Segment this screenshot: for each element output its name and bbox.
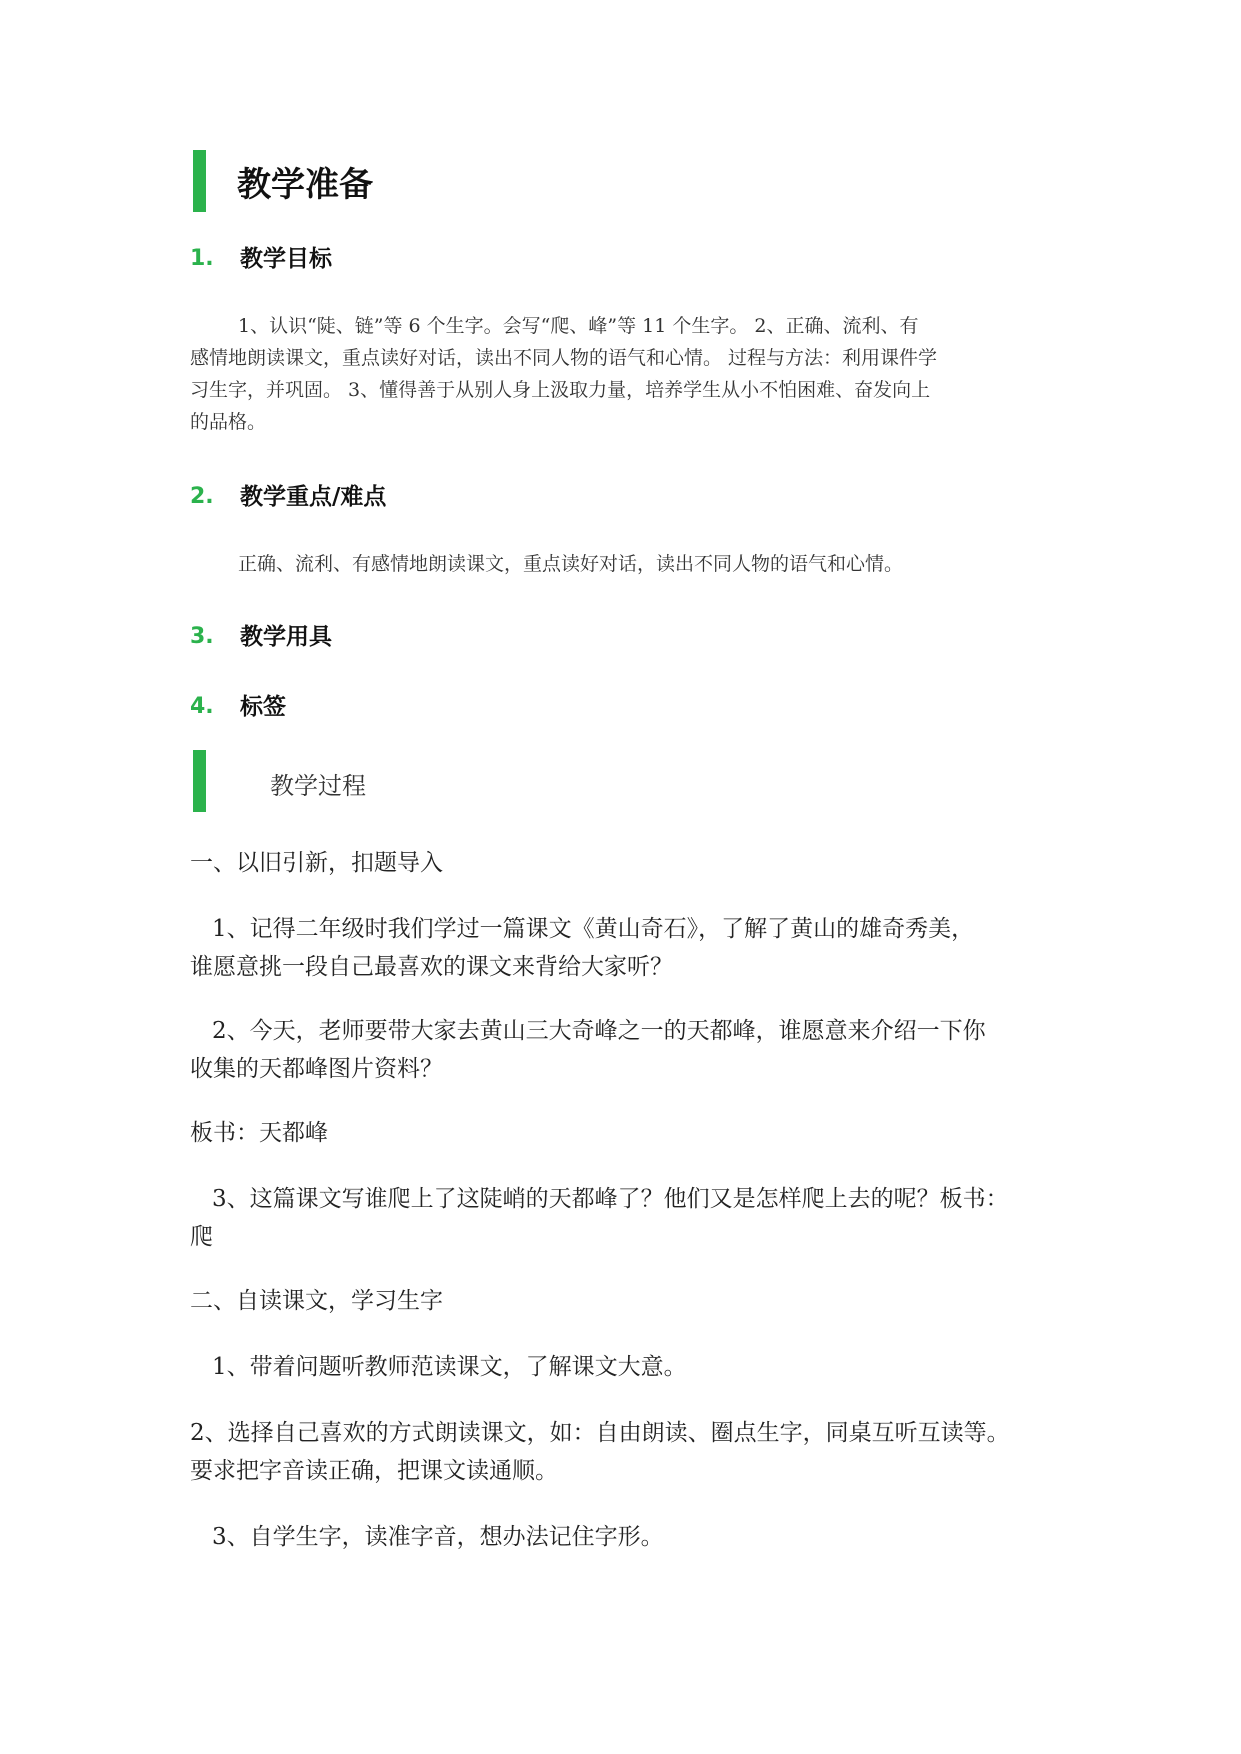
part-heading: 二、自读课文，学习生字: [190, 1288, 443, 1314]
process-title: 教学过程: [270, 772, 366, 800]
process-line: 1、带着问题听教师范读课文，了解课文大意。: [212, 1354, 687, 1380]
process-line: 3、自学生字，读准字音，想办法记住字形。: [212, 1524, 664, 1550]
heading-accent-bar: [193, 150, 206, 212]
page-title: 教学准备: [237, 165, 373, 205]
board-note: 板书：天都峰: [190, 1120, 328, 1146]
process-line: 3、这篇课文写谁爬上了这陡峭的天都峰了？他们又是怎样爬上去的呢？板书：: [212, 1186, 1009, 1212]
process-line: 谁愿意挑一段自己最喜欢的课文来背给大家听？: [190, 954, 673, 980]
process-line: 1、记得二年级时我们学过一篇课文《黄山奇石》，了解了黄山的雄奇秀美，: [212, 916, 975, 942]
objectives-line: 习生字，并巩固。 3、懂得善于从别人身上汲取力量，培养学生从小不怕困难、奋发向上: [190, 379, 931, 401]
process-line: 2、选择自己喜欢的方式朗读课文，如：自由朗读、圈点生字，同桌互听互读等。: [190, 1420, 1010, 1446]
part-heading: 一、以旧引新，扣题导入: [190, 850, 443, 876]
section-title-tools: 教学用具: [240, 624, 332, 650]
process-line: 收集的天都峰图片资料？: [190, 1056, 443, 1082]
objectives-line: 1、认识“陡、链”等 6 个生字。会写“爬、峰”等 11 个生字。 2、正确、流利、有: [238, 315, 919, 337]
process-accent-bar: [193, 750, 206, 812]
section-number-4: 4.: [190, 694, 214, 719]
key-points-text: 正确、流利、有感情地朗读课文，重点读好对话，读出不同人物的语气和心情。: [238, 553, 904, 575]
section-number-3: 3.: [190, 624, 214, 649]
objectives-line: 感情地朗读课文，重点读好对话，读出不同人物的语气和心情。 过程与方法：利用课件学: [190, 347, 938, 369]
section-number-1: 1.: [190, 246, 214, 271]
section-title-objectives: 教学目标: [240, 246, 332, 272]
section-title-tags: 标签: [240, 694, 286, 720]
objectives-line: 的品格。: [190, 411, 267, 433]
process-line: 要求把字音读正确，把课文读通顺。: [190, 1458, 558, 1484]
process-line: 爬: [190, 1224, 213, 1250]
process-line: 2、今天，老师要带大家去黄山三大奇峰之一的天都峰，谁愿意来介绍一下你: [212, 1018, 986, 1044]
section-title-key-points: 教学重点/难点: [240, 484, 387, 510]
section-number-2: 2.: [190, 484, 214, 509]
